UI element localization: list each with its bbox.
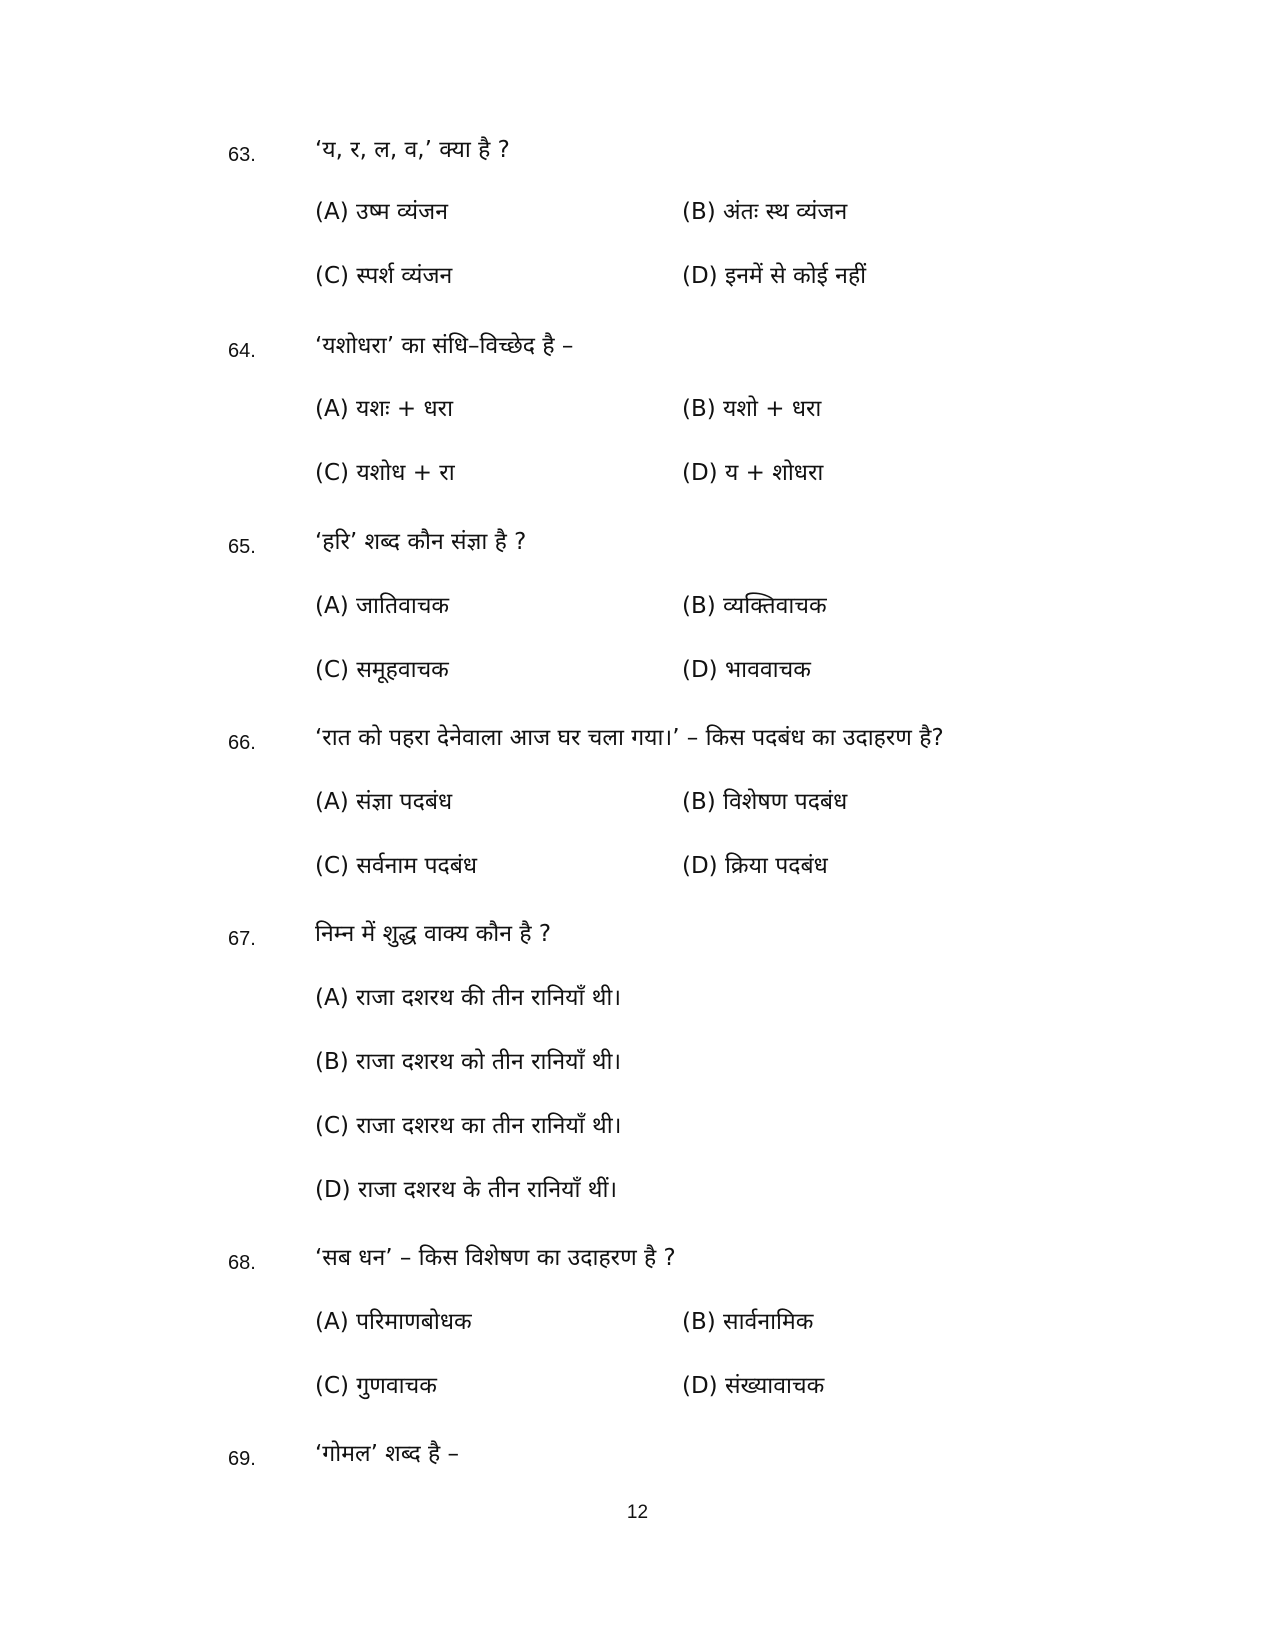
question-text: ‘हरि’ शब्द कौन संज्ञा है ? <box>315 529 527 555</box>
option-a: (A) उष्म व्यंजन <box>315 199 448 225</box>
option-a: (A) संज्ञा पदबंध <box>315 789 453 815</box>
option-a: (A) परिमाणबोधक <box>315 1309 472 1335</box>
page-number: 12 <box>626 1502 649 1523</box>
question-number: 64. <box>228 340 256 362</box>
option-c: (C) स्पर्श व्यंजन <box>315 263 453 289</box>
option-c: (C) सर्वनाम पदबंध <box>315 853 477 879</box>
option-d: (D) संख्यावाचक <box>682 1373 825 1399</box>
question-number: 68. <box>228 1252 256 1274</box>
question-text: ‘य, र, ल, व,’ क्या है ? <box>315 137 510 163</box>
question-text: निम्न में शुद्ध वाक्य कौन है ? <box>315 921 552 947</box>
option-d: (D) क्रिया पदबंध <box>682 853 828 879</box>
question-text: ‘यशोधरा’ का संधि–विच्छेद है – <box>315 333 574 359</box>
option-c: (C) समूहवाचक <box>315 657 449 683</box>
question-number: 67. <box>228 928 256 950</box>
option-a: (A) राजा दशरथ की तीन रानियाँ थी। <box>315 985 622 1011</box>
option-a: (A) यशः + धरा <box>315 396 454 422</box>
option-b: (B) विशेषण पदबंध <box>682 789 848 815</box>
option-c: (C) गुणवाचक <box>315 1373 437 1399</box>
option-d: (D) य + शोधरा <box>682 460 824 486</box>
option-a: (A) जातिवाचक <box>315 593 450 619</box>
option-b: (B) अंतः स्थ व्यंजन <box>682 199 848 225</box>
question-text: ‘गोमल’ शब्द है – <box>315 1441 460 1467</box>
option-d: (D) भाववाचक <box>682 657 811 683</box>
option-b: (B) सार्वनामिक <box>682 1309 814 1335</box>
option-d: (D) राजा दशरथ के तीन रानियाँ थीं। <box>315 1177 618 1203</box>
option-d: (D) इनमें से कोई नहीं <box>682 263 867 289</box>
question-number: 69. <box>228 1448 256 1470</box>
question-number: 66. <box>228 732 256 754</box>
option-c: (C) राजा दशरथ का तीन रानियाँ थी। <box>315 1113 622 1139</box>
question-number: 65. <box>228 536 256 558</box>
option-c: (C) यशोध + रा <box>315 460 455 486</box>
question-text: ‘रात को पहरा देनेवाला आज घर चला गया।’ – किस पदबंध का उदाहरण है? <box>315 725 944 751</box>
question-text: ‘सब धन’ – किस विशेषण का उदाहरण है ? <box>315 1245 676 1271</box>
option-b: (B) यशो + धरा <box>682 396 822 422</box>
question-number: 63. <box>228 144 256 166</box>
option-b: (B) व्यक्तिवाचक <box>682 593 827 619</box>
option-b: (B) राजा दशरथ को तीन रानियाँ थी। <box>315 1049 622 1075</box>
